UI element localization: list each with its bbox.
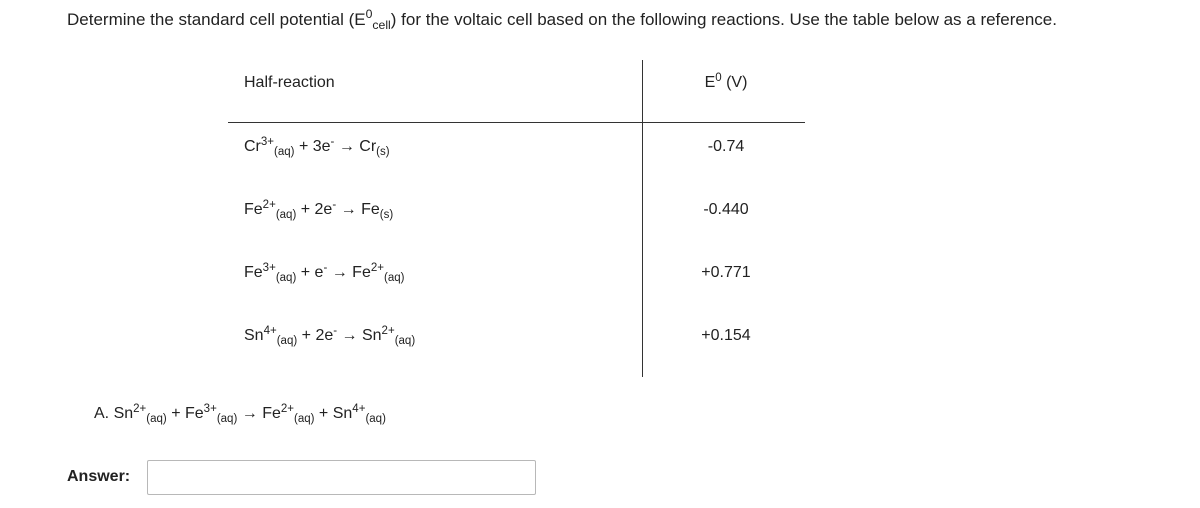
equation-text: → Fe (327, 264, 371, 281)
subscript: (aq) (394, 335, 416, 348)
row-2-potential: +0.771 (701, 264, 751, 281)
subscript: (aq) (216, 413, 238, 426)
superscript: - (333, 324, 338, 337)
superscript: - (323, 261, 328, 274)
subscript: (aq) (294, 413, 315, 426)
header-e-symbol: E (704, 74, 716, 91)
superscript: 2+ (280, 402, 294, 415)
row-0-potential: -0.74 (707, 138, 745, 155)
row-2-equation (244, 261, 405, 285)
subscript: (aq) (146, 413, 167, 426)
row-0-equation (244, 135, 390, 159)
header-potential (646, 71, 806, 92)
subscript: (aq) (276, 335, 298, 348)
equation-text: Fe (244, 201, 263, 218)
reaction-a-equation (113, 402, 386, 426)
superscript: 3+ (262, 261, 276, 274)
subscript: (aq) (275, 272, 297, 285)
row-1-equation (244, 198, 394, 222)
equation-text: + Sn (314, 405, 353, 422)
superscript: 2+ (370, 261, 384, 274)
question-part2: ) for the voltaic cell based on the following reactions. Use the table below as a reference. (390, 10, 1057, 29)
equation-text: Fe (244, 264, 263, 281)
equation-text: + e (296, 264, 324, 281)
row-3-potential: +0.154 (701, 327, 751, 344)
subscript: (aq) (275, 209, 297, 222)
equation-text: Sn (113, 405, 134, 422)
equation-text: Cr (244, 138, 261, 155)
subscript: (aq) (383, 272, 405, 285)
equation-text: → Sn (337, 327, 382, 344)
equation-text: + 2e (296, 201, 333, 218)
question-text (67, 9, 1057, 31)
superscript: 2+ (381, 324, 395, 337)
subscript: (aq) (365, 413, 386, 426)
superscript: 3+ (260, 135, 275, 148)
header-e-sup: 0 (715, 71, 722, 84)
superscript: 2+ (133, 402, 147, 415)
equation-text: + 2e (297, 327, 334, 344)
question-sub-cell: cell (372, 18, 391, 33)
subscript: (s) (379, 209, 394, 222)
equation-text: + Fe (166, 405, 204, 422)
superscript: - (330, 135, 335, 148)
equation-text: + 3e (294, 138, 331, 155)
reaction-a (94, 402, 386, 426)
superscript: 4+ (263, 324, 277, 337)
header-e-unit: (V) (721, 74, 748, 91)
superscript: 3+ (203, 402, 217, 415)
equation-text: → Cr (334, 138, 377, 155)
answer-input[interactable] (147, 460, 536, 495)
equation-text: → Fe (237, 405, 281, 422)
superscript: 4+ (352, 402, 366, 415)
question-part1: Determine the standard cell potential (E (67, 10, 366, 29)
table-header-divider (228, 122, 805, 123)
subscript: (aq) (274, 146, 295, 159)
answer-label: Answer: (67, 468, 131, 485)
equation-text: → Fe (336, 201, 380, 218)
superscript: 2+ (262, 198, 276, 211)
table-vertical-divider (642, 60, 643, 377)
header-half-reaction: Half-reaction (244, 74, 335, 91)
superscript: - (332, 198, 337, 211)
subscript: (s) (376, 146, 390, 159)
row-3-equation (244, 324, 416, 348)
reaction-a-label: A. (94, 405, 114, 422)
row-1-potential: -0.440 (703, 201, 749, 218)
question-sup-zero: 0 (365, 7, 373, 22)
equation-text: Sn (244, 327, 264, 344)
